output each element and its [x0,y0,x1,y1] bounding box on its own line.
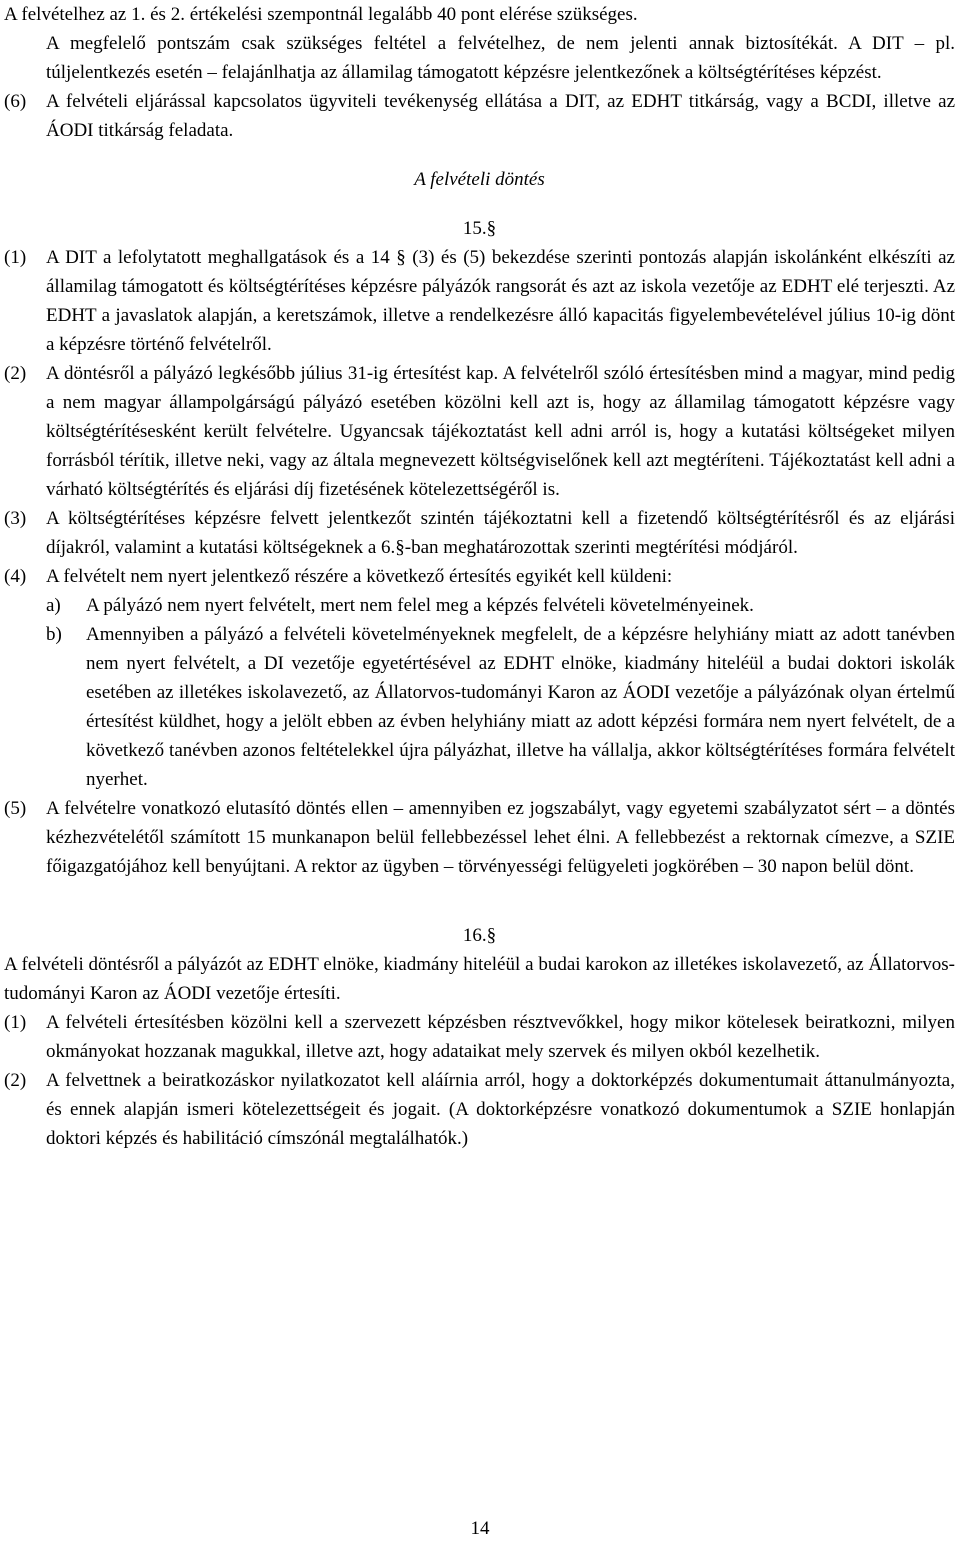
item-text: A felvételre vonatkozó elutasító döntés ellen – amennyiben ez jogszabályt, vagy egyetemi szabályzatot sért – a döntés kézhezvételétől számított 15 munkanapon belül fellebbezéssel lehet élni. A fellebbezést a rektornak címezve, a SZIE főigazgatójához kell benyújtani. A rektor az ügyben – törvényességi felügyeleti jogkörében – 30 napon belül dönt. [46,798,955,877]
page-number: 14 [470,1518,490,1539]
item-number: (1) [4,1012,27,1033]
section-heading: A felvételi döntés [414,169,545,190]
subitem-text: Amennyiben a pályázó a felvételi követelményeknek megfelelt, de a képzésre helyhiány miatt az adott tanévben nem nyert felvételt, a DI vezetője egyetértésével az EDHT elnöke, kiadmány hiteléül a budai doktori iskolák esetében az illetékes iskolavezető, az Állatorvos-tudományi Karon az ÁODI vezetője a pályázónak olyan értelmű értesítést küldhet, hogy a jelölt ebben az évben helyhiány miatt az adott képzési formára nem nyert felvételt, de a következő tanévben azonos feltételekkel újra pályázhat, illetve ha vállalja, akkor költségtérítéses formára felvételt nyerhet. [86,624,955,790]
s16-item-2 [4,1066,955,1153]
item-number: (2) [4,363,27,384]
item-text: A felvételi értesítésben közölni kell a szervezett képzésben résztvevőkkel, hogy mikor kötelesek beiratkozni, milyen okmányokat hozzanak magukkal, illetve azt, hogy adataikat mely szervek és milyen okból kezelhetik. [46,1012,955,1062]
s16-item-1 [4,1008,955,1066]
subitem-label: a) [46,595,61,616]
intro-line: A felvételhez az 1. és 2. értékelési szempontnál legalább 40 pont elérése szükséges. [4,4,638,25]
item-6 [4,87,955,145]
item-text: A DIT a lefolytatott meghallgatások és a 14 § (3) és (5) bekezdése szerinti pontozás alapján iskolánként elkészíti az államilag támogatott és költségtérítéses képzésre pályázók rangsorát és azt az iskola vezetője az EDHT elé terjeszti. Az EDHT a javaslatok alapján, a keretszámok, illetve a rendelkezésre álló kapacitás figyelembevételével július 10-ig dönt a képzésre történő felvételről. [46,247,955,355]
item-number: (5) [4,798,27,819]
section-16-intro: A felvételi döntésről a pályázót az EDHT elnöke, kiadmány hiteléül a budai karokon az illetékes iskolavezető, az Állatorvos-tudományi Karon az ÁODI vezetője értesíti. [4,954,955,1004]
s15-item-3 [4,504,955,562]
s15-subitem-a [4,591,955,620]
item-number: (3) [4,508,27,529]
intro-paragraph: A megfelelő pontszám csak szükséges feltétel a felvételhez, de nem jelenti annak biztosítékát. A DIT – pl. túljelentkezés esetén – felajánlhatja az államilag támogatott képzésre jelentkezőnek a költségtérítéses képzést. [46,33,955,83]
item-number: (1) [4,247,27,268]
item-text: A költségtérítéses képzésre felvett jelentkezőt szintén tájékoztatni kell a fizetendő költségtérítésről és az eljárási díjakról, valamint a kutatási költségeknek a 6.§-ban meghatározottak szerinti megtérítési módjáról. [46,508,955,558]
item-number: (6) [4,91,27,112]
s15-subitem-b [4,620,955,794]
subitem-label: b) [46,624,62,645]
item-number: (4) [4,566,27,587]
item-number: (2) [4,1070,27,1091]
s15-item-5 [4,794,955,881]
item-text: A felvételi eljárással kapcsolatos ügyviteli tevékenység ellátása a DIT, az EDHT titkárság, vagy a BCDI, illetve az ÁODI titkárság feladata. [46,91,955,141]
section-16-title: 16.§ [462,925,497,946]
s15-item-1 [4,243,955,359]
subitem-text: A pályázó nem nyert felvételt, mert nem felel meg a képzés felvételi követelményeinek. [86,595,754,616]
item-text: A felvételt nem nyert jelentkező részére a következő értesítés egyikét kell küldeni: [46,566,673,587]
item-text: A döntésről a pályázó legkésőbb július 31-ig értesítést kap. A felvételről szóló értesítésben mind a magyar, mind pedig a nem magyar állampolgárságú pályázó esetében közölni kell azt is, hogy az államilag támogatott képzésre vagy költségtérítésesként került felvételre. Ugyancsak tájékoztatást kell adni arról is, hogy a kutatási költségeket milyen forrásból térítik, illetve neki, vagy az általa megnevezett költségviselőnek kell azt megtéríteni. Tájékoztatást kell adni a várható költségtérítés és eljárási díj fizetésének kötelezettségéről is. [46,363,955,500]
s15-item-2 [4,359,955,504]
section-15-title: 15.§ [462,218,497,239]
item-text: A felvettnek a beiratkozáskor nyilatkozatot kell aláírnia arról, hogy a doktorképzés dokumentumait áttanulmányozta, és ennek alapján ismeri kötelezettségeit és jogait. (A doktorképzésre vonatkozó dokumentumok a SZIE honlapján doktori képzés és habilitáció címszónál megtalálhatók.) [46,1070,955,1149]
s15-item-4 [4,562,955,591]
